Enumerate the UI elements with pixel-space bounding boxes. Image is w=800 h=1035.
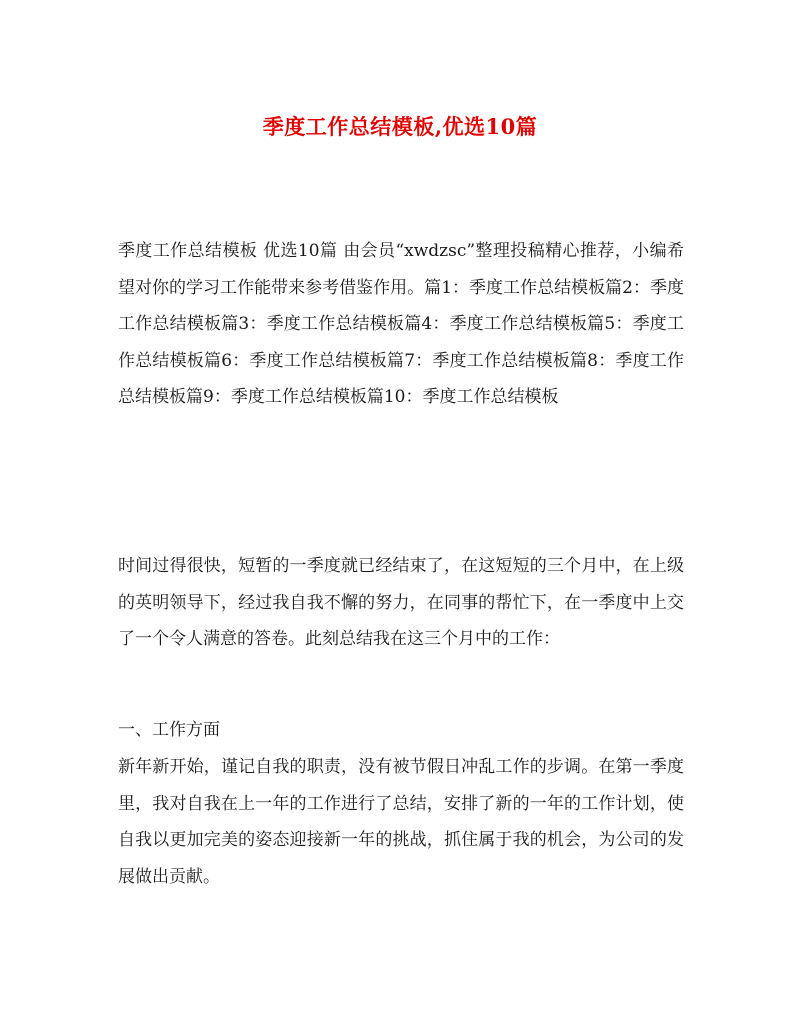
body-paragraph-1: 时间过得很快，短暂的一季度就已经结束了，在这短短的三个月中，在上级的英明领导下，经过我自我不懈的努力，在同事的帮忙下，在一季度中上交了一个令人满意的答卷。此刻总结我在这三个月中的工作： xyxy=(118,556,684,649)
document-title: 季度工作总结模板,优选10篇 xyxy=(262,114,538,139)
body-paragraph-2: 新年新开始，谨记自我的职责，没有被节假日冲乱工作的步调。在第一季度里，我对自我在上一年的工作进行了总结，安排了新的一年的工作计划，使自我以更加完美的姿态迎接新一年的挑战，抓住属于我的机会，为公司的发展做出贡献。 xyxy=(118,757,684,887)
intro-paragraph: 季度工作总结模板 优选10篇 由会员“xwdzsc”整理投稿精心推荐，小编希望对你的学习工作能带来参考借鉴作用。篇1：季度工作总结模板篇2：季度工作总结模板篇3：季度工作总结模板篇4：季度工作总结模板篇5：季度工作总结模板篇6：季度工作总结模板篇7：季度工作总结模板篇8：季度工作总结模板篇9：季度工作总结模板篇10：季度工作总结模板 xyxy=(118,241,684,407)
section-heading-work: 一、工作方面 xyxy=(118,720,220,740)
